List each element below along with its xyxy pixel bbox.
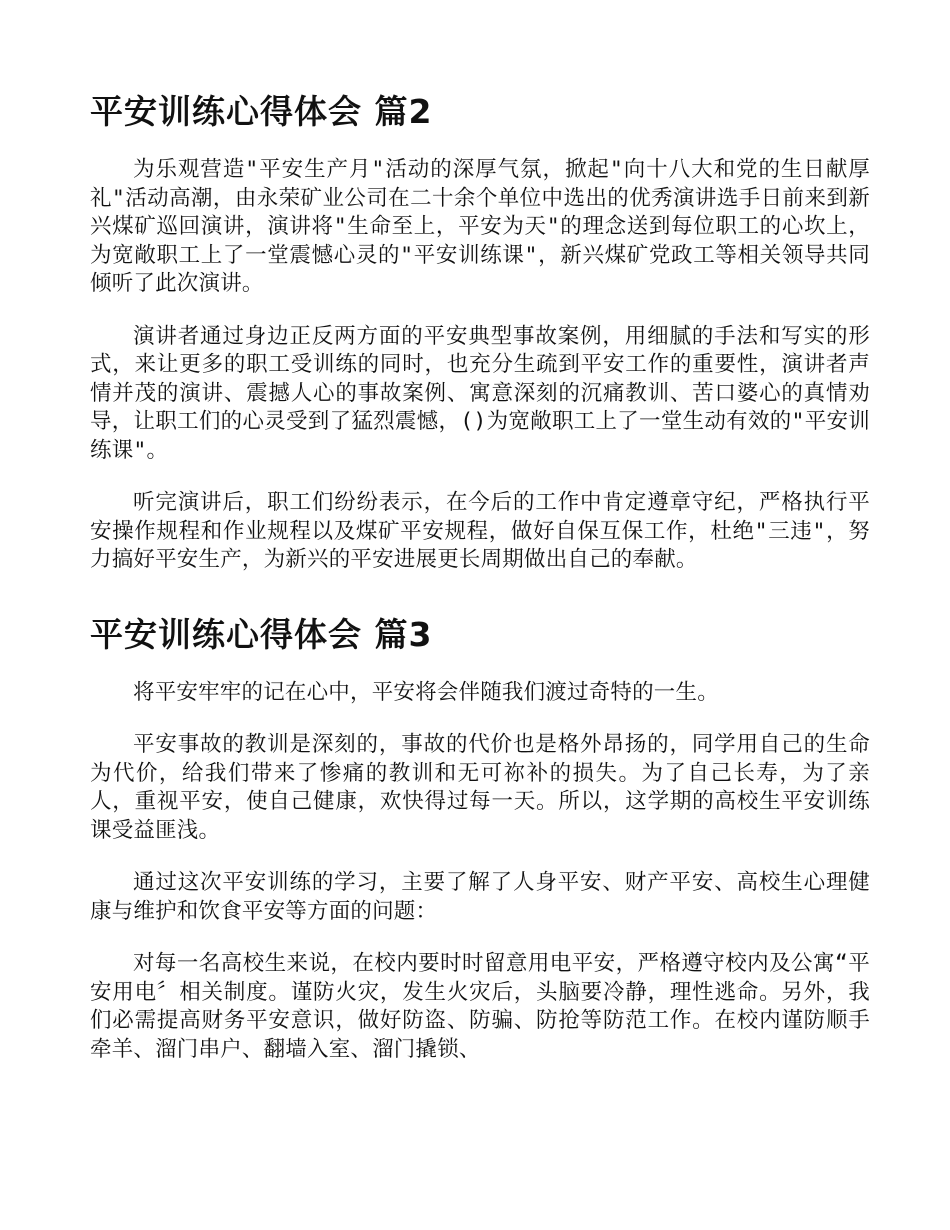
paragraph: 为乐观营造"平安生产月"活动的深厚气氛，掀起"向十八大和党的生日献厚礼"活动高潮，由永荣矿业公司在二十余个单位中选出的优秀演讲选手日前来到新兴煤矿巡回演讲，演讲将"生命至上，平安为天"的理念送到每位职工的心坎上，为宽敞职工上了一堂震憾心灵的"平安训练课"，新兴煤矿党政工等相关领导共同倾听了此次演讲。 bbox=[90, 157, 870, 296]
paragraph: 演讲者通过身边正反两方面的平安典型事故案例，用细腻的手法和写实的形式，来让更多的职工受训练的同时，也充分生疏到平安工作的重要性，演讲者声情并茂的演讲、震撼人心的事故案例、寓意深刻的沉痛教训、苦口婆心的真情劝导，让职工们的心灵受到了猛烈震憾，()为宽敞职工上了一堂生动有效的"平安训练课"。 bbox=[90, 323, 870, 463]
paragraph: 对每一名高校生来说，在校内要时时留意用电平安，严格遵守校内及公寓“平安用电〞相关制度。谨防火灾，发生火灾后，头脑要冷静，理性逃命。另外，我们必需提高财务平安意识，做好防盗、防骗、防抢等防范工作。在校内谨防顺手牵羊、溜门串户、翻墙入室、溜门撬锁、 bbox=[90, 951, 870, 1062]
paragraph: 通过这次平安训练的学习，主要了解了人身平安、财产平安、高校生心理健康与维护和饮食平安等方面的问题： bbox=[90, 870, 870, 924]
section-article-2 bbox=[90, 90, 870, 575]
section-heading: 平安训练心得体会 篇2 bbox=[90, 92, 433, 131]
document-page bbox=[90, 90, 870, 1086]
paragraph: 平安事故的教训是深刻的，事故的代价也是格外昂扬的，同学用自己的生命为代价，给我们带来了惨痛的教训和无可祢补的损失。为了自己长寿，为了亲人，重视平安，使自己健康，欢快得过每一天。所以，这学期的高校生平安训练课受益匪浅。 bbox=[90, 732, 870, 843]
section-heading: 平安训练心得体会 篇3 bbox=[90, 614, 433, 654]
paragraph: 听完演讲后，职工们纷纷表示，在今后的工作中肯定遵章守纪，严格执行平安操作规程和作业规程以及煤矿平安规程，做好自保互保工作，杜绝"三违"，努力搞好平安生产，为新兴的平安进展更长周期做出自己的奉献。 bbox=[90, 490, 870, 572]
paragraph: 将平安牢牢的记在心中，平安将会伴随我们渡过奇特的一生。 bbox=[133, 679, 719, 705]
section-article-3 bbox=[90, 613, 870, 1065]
